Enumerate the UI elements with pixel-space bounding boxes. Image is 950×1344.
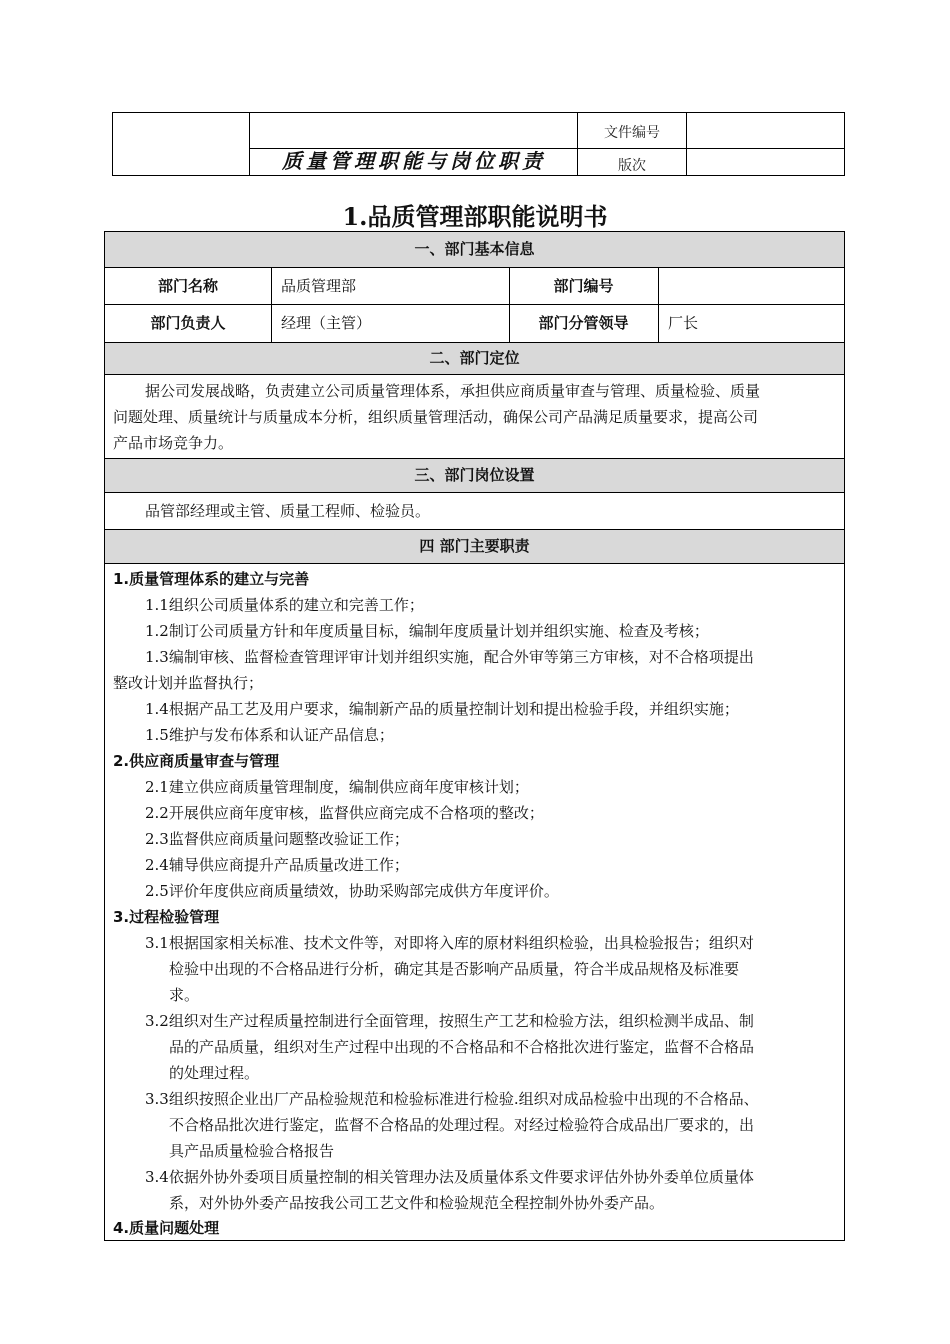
dept-leader-label: 部门分管领导 [538, 314, 629, 332]
section-heading: 一、部门基本信息 [105, 231, 844, 268]
duty-item: 2.5评价年度供应商质量绩效，协助采购部完成供方年度评价。 [145, 882, 559, 900]
duty-item: 3.2组织对生产过程质量控制进行全面管理，按照生产工艺和检验方法，组织检测半成品、制 [145, 1012, 754, 1030]
duty-item: 1.4根据产品工艺及用户要求，编制新产品的质量控制计划和提出检验手段，并组织实施； [145, 700, 739, 718]
duty-group-title: 4.质量问题处理 [113, 1219, 220, 1237]
section-heading: 三、部门岗位设置 [105, 458, 844, 493]
responsibility-table [104, 231, 845, 1241]
header-divider [249, 113, 250, 175]
page-title: 1.品质管理部职能说明书 [342, 202, 608, 231]
duty-group-title: 1.质量管理体系的建立与完善 [113, 570, 310, 588]
duty-item-cont: 品的产品质量，组织对生产过程中出现的不合格品和不合格批次进行鉴定，监督不合格品 [169, 1038, 755, 1056]
cell-divider [658, 268, 659, 342]
version-label: 版次 [618, 158, 646, 174]
positioning-line: 问题处理、质量统计与质量成本分析，组织质量管理活动，确保公司产品满足质量要求，提高公司 [113, 408, 759, 426]
duty-item: 3.3组织按照企业出厂产品检验规范和检验标准进行检验.组织对成品检验中出现的不合格品、 [145, 1090, 759, 1108]
cell-divider [271, 268, 272, 342]
section-heading: 四 部门主要职责 [105, 529, 844, 564]
file-number-label: 文件编号 [604, 125, 660, 141]
duty-item: 2.1建立供应商质量管理制度，编制供应商年度审核计划； [145, 778, 529, 796]
duty-item: 3.1根据国家相关标准、技术文件等，对即将入库的原材料组织检验，出具检验报告；组织对 [145, 934, 754, 952]
duty-item-cont: 不合格品批次进行鉴定，监督不合格品的处理过程。对经过检验符合成品出厂要求的，出 [169, 1116, 755, 1134]
duty-item: 整改计划并监督执行； [113, 674, 264, 692]
duty-item-cont: 系，对外协外委产品按我公司工艺文件和检验规范全程控制外协外委产品。 [169, 1194, 665, 1212]
dept-head-value: 经理（主管） [281, 314, 372, 332]
dept-number-label: 部门编号 [553, 277, 614, 295]
dept-leader-value: 厂长 [668, 314, 699, 332]
duty-item: 1.5维护与发布体系和认证产品信息； [145, 726, 394, 744]
dept-name-label: 部门名称 [157, 277, 218, 295]
duty-item: 1.1组织公司质量体系的建立和完善工作； [145, 596, 424, 614]
duty-group-title: 3.过程检验管理 [113, 908, 220, 926]
duty-item: 2.4辅导供应商提升产品质量改进工作； [145, 856, 409, 874]
duty-item: 3.4依据外协外委项目质量控制的相关管理办法及质量体系文件要求评估外协外委单位质量体 [145, 1168, 754, 1186]
dept-name-value: 品质管理部 [281, 277, 357, 295]
header-title: 质量管理职能与岗位职责 [282, 149, 546, 173]
duty-item-cont: 检验中出现的不合格品进行分析，确定其是否影响产品质量，符合半成品规格及标准要 [169, 960, 740, 978]
header-divider [686, 113, 687, 175]
duty-item: 2.3监督供应商质量问题整改验证工作； [145, 830, 409, 848]
dept-head-label: 部门负责人 [150, 314, 226, 332]
duty-item-cont: 的处理过程。 [169, 1064, 260, 1082]
duty-item: 1.3编制审核、监督检查管理评审计划并组织实施，配合外审等第三方审核，对不合格项提出 [145, 648, 754, 666]
duty-item-cont: 具产品质量检验合格报告 [169, 1142, 335, 1160]
duty-item-cont: 求。 [169, 986, 200, 1004]
duty-group-title: 2.供应商质量审查与管理 [113, 752, 280, 770]
positions-text: 品管部经理或主管、质量工程师、检验员。 [145, 502, 431, 520]
document-header [112, 112, 845, 176]
duty-item: 1.2制订公司质量方针和年度质量目标，编制年度质量计划并组织实施、检查及考核； [145, 622, 709, 640]
section-heading: 二、部门定位 [105, 342, 844, 375]
positioning-line: 产品市场竞争力。 [113, 434, 234, 452]
duty-item: 2.2开展供应商年度审核，监督供应商完成不合格项的整改； [145, 804, 544, 822]
positioning-line: 据公司发展战略，负责建立公司质量管理体系，承担供应商质量审查与管理、质量检验、质量 [145, 382, 761, 400]
